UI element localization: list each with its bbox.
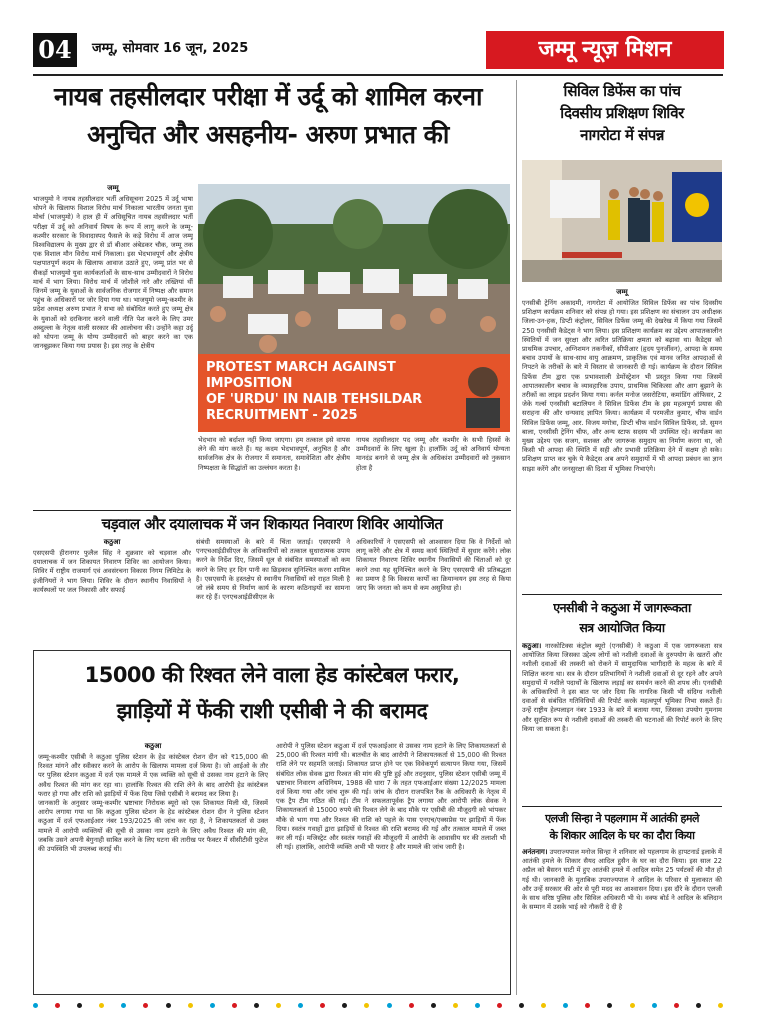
footer-dot bbox=[320, 1003, 325, 1008]
protest-banner-line1: PROTEST MARCH AGAINST IMPOSITION bbox=[206, 360, 396, 391]
story3-col1 bbox=[38, 742, 268, 992]
right3-dateline: अनंतनाग। bbox=[522, 848, 548, 856]
story1-col2-text: भेदभाव को बर्दाश्त नहीं किया जाएगा। हम तत्काल इसे वापस लेने की मांग करते हैं। यह कदम भेदभावपूर्ण, अनुचित है और सार्वजनिक क्षेत्र के रोजगार में समानता, समावेशिता और क्षेत्रीय निष्पक्षता के सिद्धांतों का उल्लंघन करता है। bbox=[198, 436, 350, 472]
protest-photo bbox=[198, 184, 510, 432]
story-divider bbox=[33, 510, 511, 511]
masthead: जम्मू न्यूज़ मिशन bbox=[486, 31, 724, 69]
right3-body: उपराज्यपाल मनोज सिन्हा ने शनिवार को पहलगाम के हापटनार्ड इलाके में आतंकी हमले के शिकार सैयद आदिल हुसैन के घर का दौरा किया। इस साल 22 अप्रैल को बैसरन घाटी में हुए आतंकी हमले में आदिल समेत 25 पर्यटकों की मौत हो गई थी। जानकारी के मुताबिक उपराज्यपाल ने आदिल के परिवार से मुलाकात की और उन्हें सरकार की ओर से पूरी मदद का आश्वासन दिया। इस दौरे के दौरान एलजी के साथ वरिष्ठ पुलिस और सिविल अधिकारी भी थे। वक्फ बोर्ड ने आदिल के बलिदान के सम्मान में उसके भाई को नौकरी दे दी है bbox=[522, 848, 722, 912]
footer-dot bbox=[607, 1003, 612, 1008]
right1-text: एनसीबी ट्रेनिंग अकादमी, नागरोटा में आयोजित सिविल डिफेंस का पांच दिवसीय प्रशिक्षण कार्यक्रम शनिवार को संपन्न हो गया। इस प्रशिक्षण का संचालन उप अधीक्षक जिला-उन-हक, डिप्टी कंट्रोलर, सिविल डिफेंस जम्मू की देखरेख में किया गया जिसमें 250 एनसीसी कैडेट्स ने भाग लिया। इस प्रशिक्षण कार्यक्रम का उद्देश्य आपातकालीन स्थितियों में जन सुरक्षा और त्वरित प्रतिक्रिया क्षमता को बढ़ावा था। कैडेट्स को प्राथमिक उपचार, अग्निशमन तकनीकों, सीपीआर (हृदय पुनर्जीवन), आपदा के समय बचाव उपायों के साथ-साथ वायु आक्रमण, प्राकृतिक एवं मानव जनित आपदाओं से निपटने के तरीकों के बारे में विस्तार से जानकारी दी गई। कार्यक्रम के दौरान सिविल डिफेंस टीम द्वारा एक प्रभावशाली डेमोंस्ट्रेशन भी प्रस्तुत किया गया जिसमें आपातकालीन बचाव के व्यावहारिक उपाय, प्राथमिक चिकित्सा और आग बुझाने के तरीकों का लाइव प्रदर्शन किया गया। कर्नल मनोज जसरोटिया, कमांडिंग ऑफिसर, 2 जेके गर्ल्स एनसीसी बटालियन ने सिविल डिफेंस टीम के इस महत्वपूर्ण प्रयास की सराहना की और धन्यवाद ज्ञापित किया। कार्यक्रम में परमजीत कुमार, चीफ वार्डन सिविल डिफेंस जम्मू, आर. विजय मगोत्रा, डिप्टी चीफ वार्डन सिविल डिफेंस, प्रो. सुमन बाला, एनसीसी ट्रेनिंग चीफ, और अन्य स्टाफ सदस्य भी उपस्थित रहे। कार्यक्रम का मुख्य उद्देश्य एक सजग, सशक्त और जागरूक समुदाय का निर्माण करना था, जो किसी भी आपदा की स्थिति में सही और प्रभावी प्रतिक्रिया देने में सक्षम हो सके। प्रशिक्षण प्राप्त कर चुके ये कैडेट्स अब अपने समुदायों में भी आपदा प्रबंधन का ज्ञान साझा करेंगे और जनसुरक्षा की दिशा में भूमिका निभाएंगे। bbox=[522, 299, 722, 473]
footer-dot bbox=[475, 1003, 480, 1008]
story3-headline-line1: 15000 की रिश्वत लेने वाला हेड कांस्टेबल फरार, bbox=[84, 663, 460, 687]
footer-dot bbox=[585, 1003, 590, 1008]
footer-dot bbox=[143, 1003, 148, 1008]
story2-col1-text: एसएसपी हीरानगर फुलैल सिंह ने शुक्रवार को चड़वाल और दयालाचक में जन शिकायत निवारण शिविर का आयोजन किया। शिविर में राष्ट्रीय राजमार्ग एवं अवसंरचना विकास निगम लिमिटेड के इंजीनियरों ने भाग लिया। शिविर के दौरान स्थानीय निवासियों ने कार्यस्थलों पर जल निकासी और सफाई bbox=[33, 549, 191, 594]
footer-dot bbox=[519, 1003, 524, 1008]
footer-dot bbox=[188, 1003, 193, 1008]
story1-headline-line2: अनुचित और असहनीय- अरुण प्रभात की bbox=[87, 120, 449, 149]
protest-banner bbox=[198, 356, 458, 428]
header-rule bbox=[33, 74, 723, 76]
footer-dot bbox=[342, 1003, 347, 1008]
story3-col2-text: आरोपी ने पुलिस स्टेशन कठुआ में दर्ज एफआईआर से उसका नाम हटाने के लिए शिकायतकर्ता से 25,000 की रिश्वत मांगी थी। बातचीत के बाद आरोपी ने शिकायतकर्ता से 15,000 की रिश्वत राशि लेने पर सहमति जताई। शिकायत प्राप्त होने पर एक विवेकपूर्ण सत्यापन किया गया, जिसमें संबंधित लोक सेवक द्वारा रिश्वत की मांग की पुष्टि हुई और तदनुसार, पुलिस स्टेशन एसीबी जम्मू में भ्रष्टाचार निवारण अधिनियम, 1988 की धारा 7 के तहत एफआईआर संख्या 12/2025 मामला दर्ज किया गया और जांच शुरू की गई। जांच के दौरान राजपत्रित रैंक के अधिकारी के नेतृत्व में एक ट्रैप टीम गठित की गई। टीम ने सफलतापूर्वक ट्रैप लगाया और आरोपी लोक सेवक ने शिकायतकर्ता से 15000 रुपये की रिश्वत लेने के बाद मौके पर एसीबी की मौजूदगी को भांपकर मौके से भाग गया और रिश्वत की राशि को पहले के पास एनएच/एक्सप्रेस पर झाड़ियों में फेंक दिया। स्वतंत्र गवाहों द्वारा झाड़ियों से रिश्वत की राशि बरामद की गई और तत्काल मामले में जब्त कर ली गई। मजिस्ट्रेट और स्वतंत्र गवाहों की मौजूदगी में आरोपी के आवासीय घर की तलाशी भी ली गई। हालांकि, आरोपी व्यक्ति अभी भी फरार है और मामले की जांच जारी है। bbox=[276, 742, 506, 852]
training-photo-image bbox=[522, 160, 722, 282]
right3-text bbox=[522, 848, 722, 994]
footer-dot bbox=[276, 1003, 281, 1008]
right-divider-1 bbox=[522, 594, 722, 595]
portrait-icon bbox=[460, 360, 506, 428]
footer-dot bbox=[409, 1003, 414, 1008]
footer-dot bbox=[55, 1003, 60, 1008]
footer-dot bbox=[364, 1003, 369, 1008]
footer-dot bbox=[497, 1003, 502, 1008]
right2-headline bbox=[522, 598, 722, 638]
footer-dot bbox=[541, 1003, 546, 1008]
story1-dateline: जम्मू bbox=[107, 184, 119, 192]
right3-headline-line1: एलजी सिन्हा ने पहलगाम में आतंकी हमले bbox=[545, 812, 699, 825]
story3-col1-text: जम्मू-कश्मीर एसीबी ने कठुआ पुलिस स्टेशन के हेड कांस्टेबल रोशन दीन को ₹15,000 की रिश्वत मांगने और स्वीकार करने के आरोप के खिलाफ मामला दर्ज किया है। जो आईओ के तौर पर पुलिस स्टेशन कठुआ में दर्ज एक मामले में एक व्यक्ति को सूची से उसका नाम हटाने के लिए अवैध रिश्वत की मांग कर रहा था। हालांकि रिश्वत की राशि लेने के बाद आरोपी हेड कांस्टेबल फरार हो गया और राशि को झाड़ियों में फेंक दिया जिसे एसीबी ने बरामद कर लिया है। जानकारी के अनुसार जम्मू-कश्मीर भ्रष्टाचार निरोधक ब्यूरो को एक शिकायत मिली थी, जिसमें आरोप लगाया गया था कि कठुआ पुलिस स्टेशन के हेड कांस्टेबल रोशन दीन ने पुलिस स्टेशन कठुआ में दर्ज एफआईआर नंबर 193/2025 की जांच कर रहा है, ने शिकायतकर्ता से उक्त मामले में आरोपी व्यक्तियों की सूची से उसका नाम हटाने के लिए अवैध रिश्वत की मांग की, जबकि उसने अपनी बेगुनाही साबित करने के लिए घटना की तारीख पर फैक्टर में सीसीटीवी फुटेज की उपस्थिति भी उपलब्ध कराई थी। bbox=[38, 753, 268, 854]
story1-col1 bbox=[33, 184, 193, 506]
dateline: जम्मू, सोमवार 16 जून, 2025 bbox=[92, 41, 249, 56]
footer-dot bbox=[696, 1003, 701, 1008]
right1-headline bbox=[522, 80, 722, 146]
story1-col3-text: नायब तहसीलदार पद जम्मू और कश्मीर के सभी हिस्सों के उम्मीदवारों के लिए खुला है। हालाँकि उर्दू को अनिवार्य योग्यता मानदंड बनाने से जम्मू क्षेत्र के अधिकांश उम्मीदवारों को नुकसान होता है bbox=[356, 436, 510, 472]
story3-headline-line2: झाड़ियों में फेंकी राशी एसीबी ने की बरामद bbox=[116, 699, 428, 723]
right2-body: नारकोटिक्स कंट्रोल ब्यूरो (एनसीबी) ने कठुआ में एक जागरूकता सत्र आयोजित किया जिसका उद्देश्य लोगों को नशीली दवाओं के दुरुपयोग के खतरों और नशीली दवाओं की तस्करी को रोकने में सामुदायिक भागीदारी के महत्व के बारे में शिक्षित करना था। सत्र के दौरान प्रतिभागियों ने नशीली दवाओं से दूर रहने और अपने समुदायों में नशीले पदार्थों के खिलाफ लड़ाई का समर्थन करने की शपथ ली। एनसीबी के अधिकारियों ने इस बात पर जोर दिया कि नागरिक किसी भी संदिग्ध नशीली दवाओं से संबंधित गतिविधियों की रिपोर्ट करके महत्वपूर्ण भूमिका निभा सकते हैं। उन्हें राष्ट्रीय हेल्पलाइन नंबर 1933 के बारे में बताया गया, जिसका उपयोग गुमनाम और सुरक्षित रूप से नशीली दवाओं की तस्करी की घटनाओं की रिपोर्ट करने के लिए किया जा सकता है। bbox=[522, 642, 722, 733]
footer-dot bbox=[630, 1003, 635, 1008]
right2-dateline: कठुआ। bbox=[522, 642, 542, 650]
footer-dot bbox=[210, 1003, 215, 1008]
story1-headline bbox=[33, 80, 503, 152]
footer-dot bbox=[563, 1003, 568, 1008]
training-photo bbox=[522, 160, 722, 282]
story2-col2-text: संबंधी समस्याओं के बारे में चिंता जताई। एसएसपी ने एनएचआईडीसीएल के अधिकारियों को तत्काल सुधारात्मक उपाय करने के निर्देश दिए, जिसमें धूल से संबंधित समस्याओं को कम करने के लिए हर दिन पानी का छिड़काव सुनिश्चित करना शामिल है। एसएसपी के हस्तक्षेप से स्थानीय निवासियों को राहत मिली है जो लंबे समय से निर्माण कार्य के कारण कठिनाइयों का सामना कर रहे हैं। एनएचआईडीसीएल के bbox=[196, 538, 350, 602]
right1-dateline: जम्मू bbox=[616, 288, 628, 296]
footer-dot bbox=[77, 1003, 82, 1008]
footer-dot bbox=[453, 1003, 458, 1008]
right2-text bbox=[522, 642, 722, 802]
right1-headline-line1: सिविल डिफेंस का पांच bbox=[563, 82, 681, 100]
story3-dateline: कठुआ bbox=[144, 742, 162, 750]
story1-col1-text: भाजयुमो ने नायब तहसीलदार भर्ती अधिसूचना 2025 में उर्दू भाषा थोपने के खिलाफ विशाल विरोध मार्च निकाला भारतीय जनता युवा मोर्चा (भाजयुमो) ने हाल ही में अधिसूचित नायब तहसीलदार भर्ती परीक्षा में उर्दू को अनिवार्य विषय के रूप में लागू करने के जम्मू-कश्मीर सरकार के विवादास्पद फैसले के कड़े विरोध में आज जम्मू विश्वविद्यालय के मुख्य द्वार से डॉ बीआर अंबेडकर चौक, जम्मू तक एक विशाल मौन विरोध मार्च निकाला। इस भेदभावपूर्ण और क्षेत्रीय पक्षपातपूर्ण कदम के खिलाफ आवाज उठाते हुए, जम्मू प्रांत भर से सैकड़ों भाजयुमो युवा कार्यकर्ताओं के साथ-साथ उम्मीदवारों ने विरोध मार्च में भाग लिया। विरोध मार्च में जोशीले नारे और तख्तियां थीं जिनमें जम्मू के युवाओं के सार्वजनिक रोजगार में निष्पक्ष और समान पहुंच के अधिकारों पर जोर दिया गया था। भाजयुमो जम्मू-कश्मीर के प्रदेश अध्यक्ष अरुण प्रभात ने सभा को संबोधित करते हुए जम्मू क्षेत्र के युवाओं को दरकिनार करने वाली नीति पेश करने के लिए उमर अब्दुल्ला के नेतृत्व वाली सरकार की आलोचना की। उन्होंने कहा उर्दू को थोपना जम्मू के योग्य उम्मीदवारों को बाहर करने का एक जानबूझकर किया गया प्रयास है। इस तरह के क्षेत्रीय bbox=[33, 195, 193, 351]
footer-dot bbox=[652, 1003, 657, 1008]
right2-headline-line1: एनसीबी ने कठुआ में जागरूकता bbox=[553, 600, 691, 615]
footer-dot bbox=[232, 1003, 237, 1008]
page-number: 04 bbox=[33, 33, 77, 67]
story2-dateline: कठुआ bbox=[103, 538, 121, 546]
right2-headline-line2: सत्र आयोजित किया bbox=[579, 620, 665, 635]
footer-dot bbox=[166, 1003, 171, 1008]
footer-dot bbox=[254, 1003, 259, 1008]
right1-body bbox=[522, 288, 722, 590]
protest-banner-line3: RECRUITMENT - 2025 bbox=[206, 408, 358, 423]
right3-headline bbox=[522, 810, 722, 844]
footer-dots bbox=[33, 1000, 723, 1010]
footer-dot bbox=[718, 1003, 723, 1008]
story2-headline: चड़वाल और दयालाचक में जन शिकायत निवारण शिविर आयोजित bbox=[101, 515, 443, 533]
footer-dot bbox=[298, 1003, 303, 1008]
story3-headline bbox=[38, 660, 506, 726]
right1-headline-line2: दिवसीय प्रशिक्षण शिविर bbox=[560, 104, 684, 122]
protest-banner-line2: OF 'URDU' IN NAIB TEHSILDAR bbox=[206, 392, 422, 407]
footer-dot bbox=[387, 1003, 392, 1008]
right3-headline-line2: के शिकार आदिल के घर का दौरा किया bbox=[549, 829, 695, 842]
footer-dot bbox=[674, 1003, 679, 1008]
story2-col1 bbox=[33, 538, 191, 638]
footer-dot bbox=[121, 1003, 126, 1008]
column-rule bbox=[516, 80, 517, 995]
footer-dot bbox=[99, 1003, 104, 1008]
footer-dot bbox=[431, 1003, 436, 1008]
story2-col3-text: अधिकारियों ने एसएसपी को आश्वासन दिया कि वे निर्देशों को लागू करेंगे और क्षेत्र में समग्र कार्य स्थितियों में सुधार करेंगे। लोक शिकायत निवारण शिविर स्थानीय निवासियों की चिंताओं को दूर करने तथा यह सुनिश्चित करने के लिए एसएसपी की प्रतिबद्धता का प्रमाण है कि विकास कार्यों का क्रियान्वयन इस तरह से किया जाए कि जनता को कम से कम असुविधा हो। bbox=[356, 538, 511, 593]
footer-dot bbox=[33, 1003, 38, 1008]
right1-headline-line3: नागरोटा में संपन्न bbox=[580, 126, 664, 144]
story1-headline-line1: नायब तहसीलदार परीक्षा में उर्दू को शामिल करना bbox=[54, 82, 482, 111]
right-divider-2 bbox=[522, 806, 722, 807]
